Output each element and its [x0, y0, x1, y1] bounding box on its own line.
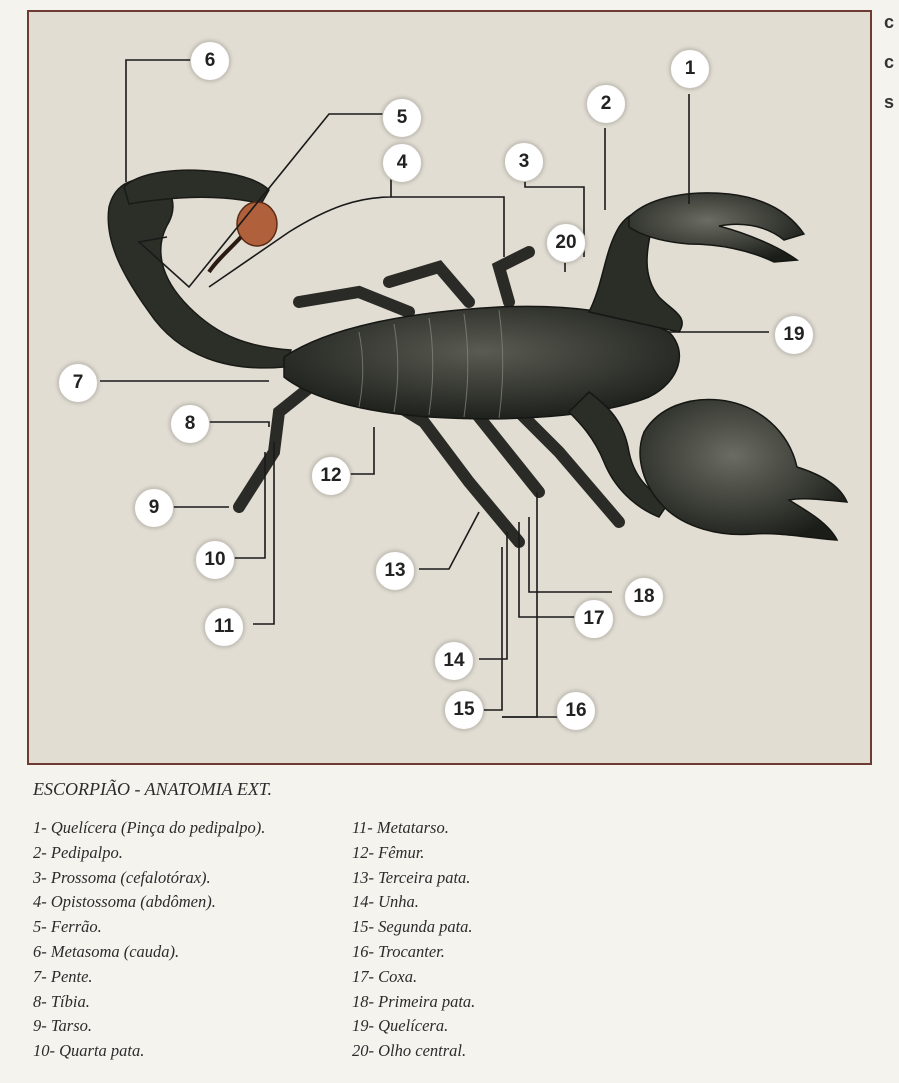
legend-right-column — [352, 816, 475, 1064]
legend-item: 17- Coxa. — [352, 966, 418, 986]
legend-item: 5- Ferrão. — [33, 917, 102, 937]
marker-6: 6 — [190, 41, 230, 81]
legend-item: 14- Unha. — [352, 892, 419, 912]
legend-item: 11- Metatarso. — [352, 818, 449, 837]
marker-13: 13 — [375, 551, 415, 591]
legend-left-column — [33, 816, 265, 1064]
upper-claw-shape — [589, 193, 804, 332]
marker-10: 10 — [195, 540, 235, 580]
legend-item: 16- Trocanter. — [352, 941, 445, 961]
legend-item: 6- Metasoma (cauda). — [33, 941, 180, 961]
legend-item: 1- Quelícera (Pinça do pedipalpo). — [33, 818, 266, 837]
edge-char: c — [884, 12, 895, 32]
diagram-plate — [27, 10, 872, 765]
stinger-shape — [237, 202, 277, 246]
legend-item: 3- Prossoma (cefalotórax). — [33, 867, 211, 887]
caption-title: ESCORPIÃO - ANATOMIA EXT. — [33, 779, 272, 799]
marker-3: 3 — [504, 142, 544, 182]
marker-2: 2 — [586, 84, 626, 124]
legend-item: 9- Tarso. — [33, 1016, 92, 1036]
legend-item: 13- Terceira pata. — [352, 867, 471, 887]
marker-7: 7 — [58, 363, 98, 403]
marker-4: 4 — [382, 143, 422, 183]
legend-item: 10- Quarta pata. — [33, 1041, 145, 1061]
marker-5: 5 — [382, 98, 422, 138]
marker-17: 17 — [574, 599, 614, 639]
marker-16: 16 — [556, 691, 596, 731]
cropped-edge-text — [884, 2, 899, 122]
marker-12: 12 — [311, 456, 351, 496]
marker-15: 15 — [444, 690, 484, 730]
legend-item: 20- Olho central. — [352, 1041, 467, 1061]
marker-9: 9 — [134, 488, 174, 528]
marker-19: 19 — [774, 315, 814, 355]
legend-item: 8- Tíbia. — [33, 991, 90, 1011]
legend-item: 7- Pente. — [33, 966, 93, 986]
edge-char: c — [884, 52, 895, 72]
legend-item: 18- Primeira pata. — [352, 991, 476, 1011]
body-shape — [284, 306, 679, 418]
legend-item: 15- Segunda pata. — [352, 917, 473, 937]
marker-14: 14 — [434, 641, 474, 681]
marker-18: 18 — [624, 577, 664, 617]
marker-8: 8 — [170, 404, 210, 444]
legend-item: 2- Pedipalpo. — [33, 842, 123, 862]
marker-1: 1 — [670, 49, 710, 89]
legend-item: 12- Fêmur. — [352, 842, 425, 862]
edge-char: s — [884, 92, 895, 112]
marker-11: 11 — [204, 607, 244, 647]
marker-20: 20 — [546, 223, 586, 263]
legend-item: 4- Opistossoma (abdômen). — [33, 892, 216, 912]
tail-shape — [108, 170, 291, 368]
legend-item: 19- Quelícera. — [352, 1016, 449, 1036]
